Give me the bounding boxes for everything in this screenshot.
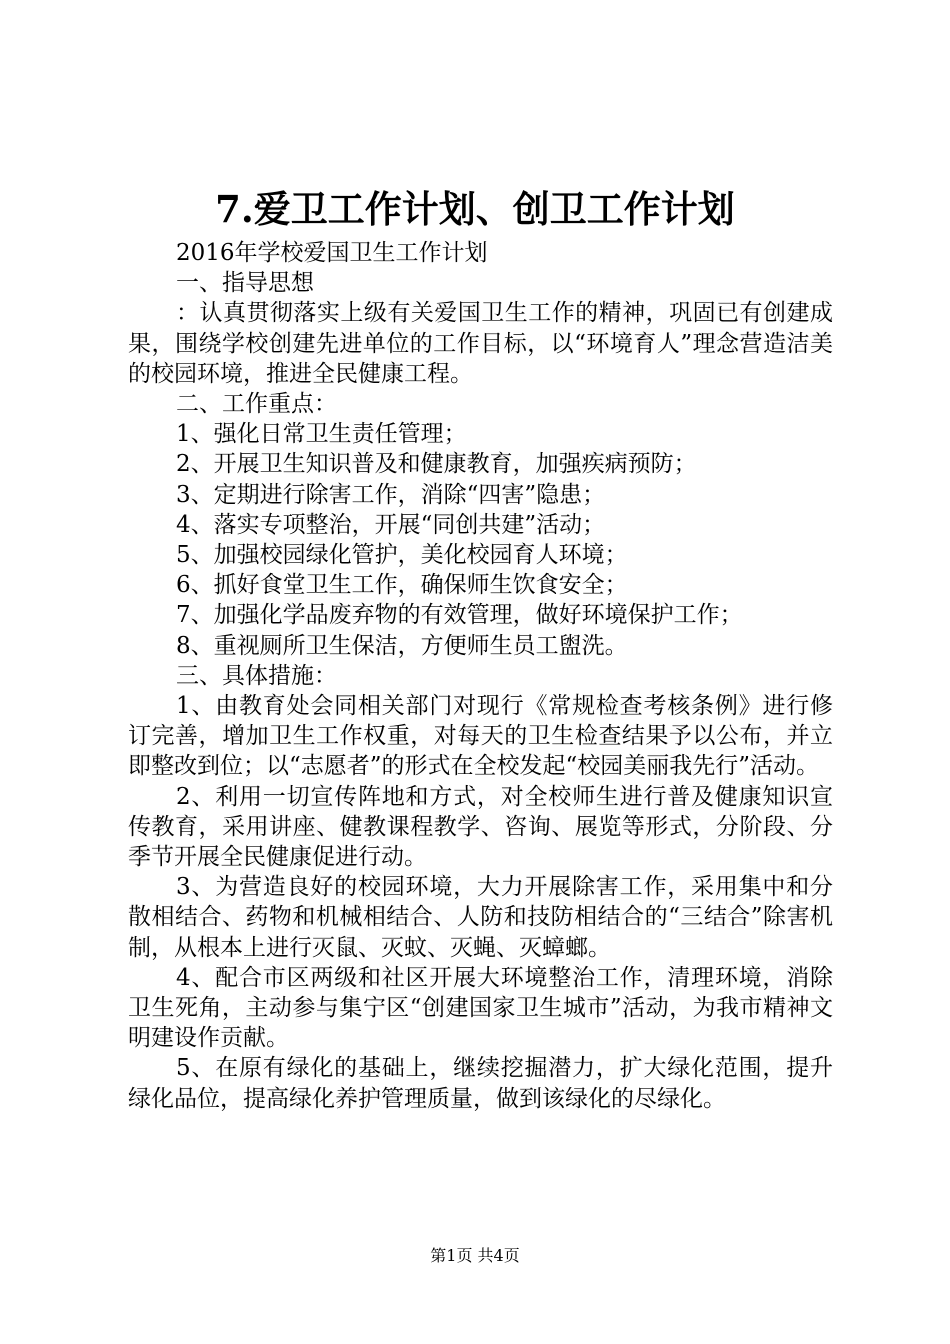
measure-paragraph: 4、配合市区两级和社区开展大环境整治工作，清理环境，消除卫生死角，主动参与集宁区“创建国家卫生城市”活动，为我市精神文明建设作贡献。 bbox=[128, 964, 833, 1052]
document-title: 7.爱卫工作计划、创卫工作计划 bbox=[215, 187, 735, 231]
measure-paragraph: 3、为营造良好的校园环境，大力开展除害工作，采用集中和分散相结合、药物和机械相结合、人防和技防相结合的“三结合”除害机制，从根本上进行灭鼠、灭蚊、灭蝇、灭蟑螂。 bbox=[128, 874, 833, 961]
measure-paragraph: 1、由教育处会同相关部门对现行《常规检查考核条例》进行修订完善，增加卫生工作权重，对每天的卫生检查结果予以公布，并立即整改到位；以“志愿者”的形式在全校发起“校园美丽我先行”活动。 bbox=[128, 693, 833, 780]
work-focus-item: 4、落实专项整治，开展“同创共建”活动； bbox=[176, 511, 606, 538]
page-footer: 第1页 共4页 bbox=[430, 1246, 520, 1265]
section-heading-work-focus: 二、工作重点： bbox=[176, 391, 337, 418]
measure-paragraph: 5、在原有绿化的基础上，继续挖掘潜力，扩大绿化范围，提升绿化品位，提高绿化养护管理质量，做到该绿化的尽绿化。 bbox=[128, 1055, 833, 1112]
work-focus-item: 1、强化日常卫生责任管理； bbox=[176, 421, 467, 448]
work-focus-item: 7、加强化学品废弃物的有效管理，做好环境保护工作； bbox=[176, 602, 743, 629]
plan-heading: 2016年学校爱国卫生工作计划 bbox=[176, 240, 488, 266]
guiding-thought-paragraph: ：认真贯彻落实上级有关爱国卫生工作的精神，巩固已有创建成果，围绕学校创建先进单位的工作目标，以“环境育人”理念营造洁美的校园环境，推进全民健康工程。 bbox=[128, 300, 833, 387]
document-body bbox=[128, 238, 833, 1114]
work-focus-item: 5、加强校园绿化管护，美化校园育人环境； bbox=[176, 542, 628, 569]
work-focus-item: 2、开展卫生知识普及和健康教育，加强疾病预防； bbox=[176, 451, 697, 478]
work-focus-item: 8、重视厕所卫生保洁，方便师生员工盥洗。 bbox=[176, 632, 628, 659]
work-focus-item: 3、定期进行除害工作，消除“四害”隐患； bbox=[176, 481, 606, 508]
section-heading-guiding-thought: 一、指导思想 bbox=[176, 270, 314, 297]
section-heading-measures: 三、具体措施： bbox=[176, 662, 337, 689]
measure-paragraph: 2、利用一切宣传阵地和方式，对全校师生进行普及健康知识宣传教育，采用讲座、健教课程教学、咨询、展览等形式，分阶段、分季节开展全民健康促进行动。 bbox=[128, 783, 833, 871]
work-focus-item: 6、抓好食堂卫生工作，确保师生饮食安全； bbox=[176, 572, 628, 599]
